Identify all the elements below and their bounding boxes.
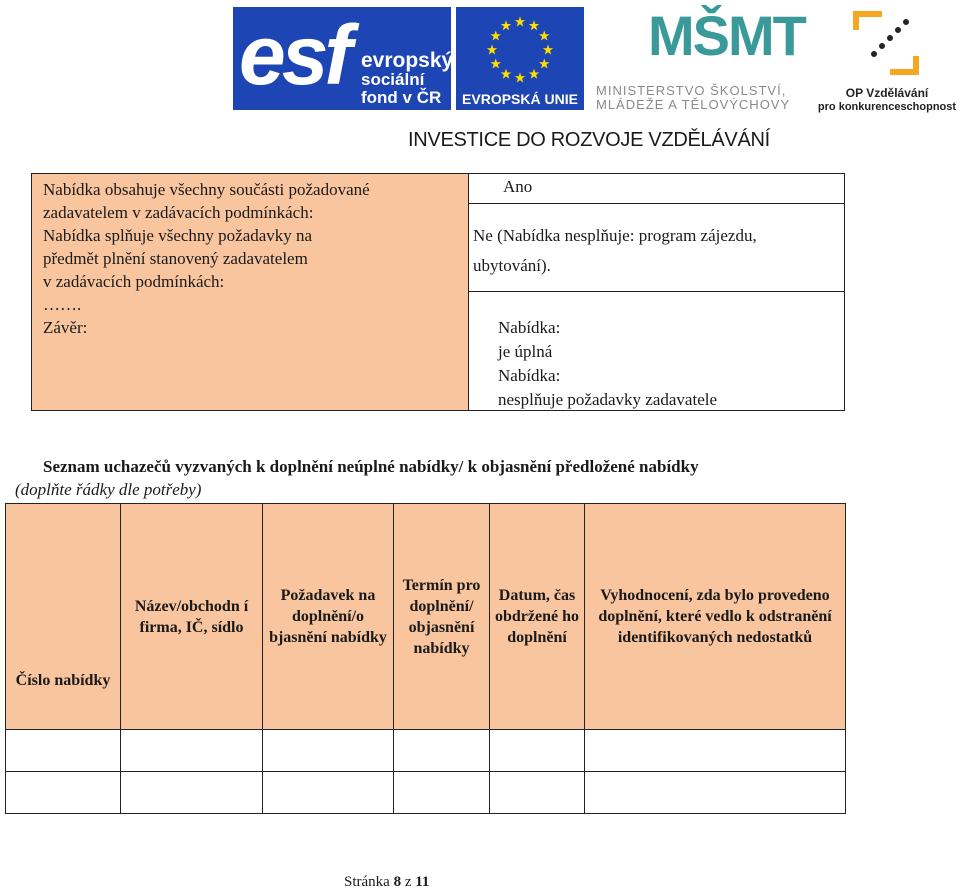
evaluation-criteria-cell xyxy=(31,173,469,411)
esf-logo xyxy=(233,7,454,110)
table-cell[interactable] xyxy=(6,730,121,772)
answer-no-line1: Ne (Nabídka nesplňuje: program zájezdu, xyxy=(473,226,757,245)
table-cell[interactable] xyxy=(263,772,394,814)
msmt-line1: MINISTERSTVO ŠKOLSTVÍ, xyxy=(596,83,787,98)
evaluation-table xyxy=(31,173,846,411)
answer-no-row xyxy=(468,204,844,292)
op-logo xyxy=(816,4,958,112)
invest-tagline: INVESTICE DO ROZVOJE VZDĚLÁVÁNÍ xyxy=(408,129,770,151)
answer-yes: Ano xyxy=(503,177,533,196)
criteria-line: v zadávacích podmínkách: xyxy=(43,272,225,291)
eu-star-icon xyxy=(491,31,501,41)
table-cell[interactable] xyxy=(585,772,846,814)
eu-star-icon xyxy=(539,31,549,41)
msmt-logo xyxy=(590,4,812,112)
footer-sep: z xyxy=(404,874,412,890)
answer-yes-row xyxy=(468,174,844,204)
op-line1: OP Vzdělávání xyxy=(845,86,929,100)
list-subtitle: (doplňte řádky dle potřeby) xyxy=(15,480,202,499)
eu-star-icon xyxy=(501,20,511,30)
evaluation-result-cell xyxy=(468,173,845,411)
conclusion-values xyxy=(498,316,717,412)
eu-star-icon xyxy=(515,17,525,27)
criteria-line: předmět plnění stanovený zadavatelem xyxy=(43,249,308,268)
eu-logo xyxy=(456,7,584,110)
table-cell[interactable] xyxy=(263,730,394,772)
criteria-line: Nabídka splňuje všechny požadavky na xyxy=(43,226,313,245)
answer-no-line2: ubytování). xyxy=(473,256,551,275)
criteria-line: ……. xyxy=(43,295,82,314)
header-offer-number: Číslo nabídky xyxy=(6,504,121,730)
footer-page-number: 8 xyxy=(393,874,402,890)
eu-star-icon xyxy=(529,69,539,79)
esf-mark: esf xyxy=(239,8,349,102)
header-deadline: Termín pro doplnění/ objasnění nabídky xyxy=(394,504,490,730)
footer-prefix: Stránka xyxy=(344,874,390,890)
esf-line1: evropský xyxy=(361,49,454,72)
conclusion-line: Nabídka: xyxy=(498,318,561,337)
eu-star-icon xyxy=(487,45,497,55)
footer-total-pages: 11 xyxy=(415,874,430,890)
eu-star-icon xyxy=(515,73,525,83)
msmt-mark: MŠMT xyxy=(648,4,805,67)
eu-star-icon xyxy=(491,59,501,69)
conclusion-line: nesplňuje požadavky zadavatele xyxy=(498,390,718,409)
header-evaluation: Vyhodnocení, zda bylo provedeno doplnění, které vedlo k odstranění identifikovaných nedostatků xyxy=(585,504,846,730)
table-cell[interactable] xyxy=(490,772,585,814)
eu-star-icon xyxy=(543,45,553,55)
criteria-text xyxy=(43,178,456,339)
op-frame-icon xyxy=(852,10,920,76)
esf-line2: sociální xyxy=(361,70,425,89)
table-cell[interactable] xyxy=(585,730,846,772)
table-header-row xyxy=(6,504,846,730)
table-cell[interactable] xyxy=(121,730,263,772)
table-row xyxy=(6,730,846,772)
msmt-line2: MLÁDEŽE A TĚLOVÝCHOVY xyxy=(596,97,791,112)
criteria-line: Nabídka obsahuje všechny součásti požadované xyxy=(43,180,370,199)
applicants-table xyxy=(5,503,846,814)
table-row xyxy=(6,772,846,814)
op-line2: pro konkurenceschopnost xyxy=(817,101,957,113)
table-cell[interactable] xyxy=(490,730,585,772)
header-company: Název/obchodn í firma, IČ, sídlo xyxy=(121,504,263,730)
esf-line3: fond v ČR xyxy=(361,88,442,107)
eu-star-icon xyxy=(501,69,511,79)
table-cell[interactable] xyxy=(394,772,490,814)
eu-stars-icon xyxy=(462,11,578,89)
page-footer xyxy=(344,874,429,891)
eu-label: EVROPSKÁ UNIE xyxy=(462,91,578,107)
eu-star-icon xyxy=(539,59,549,69)
header-received-date: Datum, čas obdržené ho doplnění xyxy=(490,504,585,730)
criteria-line: zadavatelem v zadávacích podmínkách: xyxy=(43,203,314,222)
conclusion-label: Závěr: xyxy=(43,318,88,337)
conclusion-line: Nabídka: xyxy=(498,366,561,385)
table-cell[interactable] xyxy=(6,772,121,814)
list-title: Seznam uchazečů vyzvaných k doplnění neúplné nabídky/ k objasnění předložené nabídky xyxy=(43,457,699,476)
header-request: Požadavek na doplnění/o bjasnění nabídky xyxy=(263,504,394,730)
eu-star-icon xyxy=(529,20,539,30)
esf-text xyxy=(361,51,453,107)
table-cell[interactable] xyxy=(394,730,490,772)
table-cell[interactable] xyxy=(121,772,263,814)
conclusion-line: je úplná xyxy=(498,342,553,361)
